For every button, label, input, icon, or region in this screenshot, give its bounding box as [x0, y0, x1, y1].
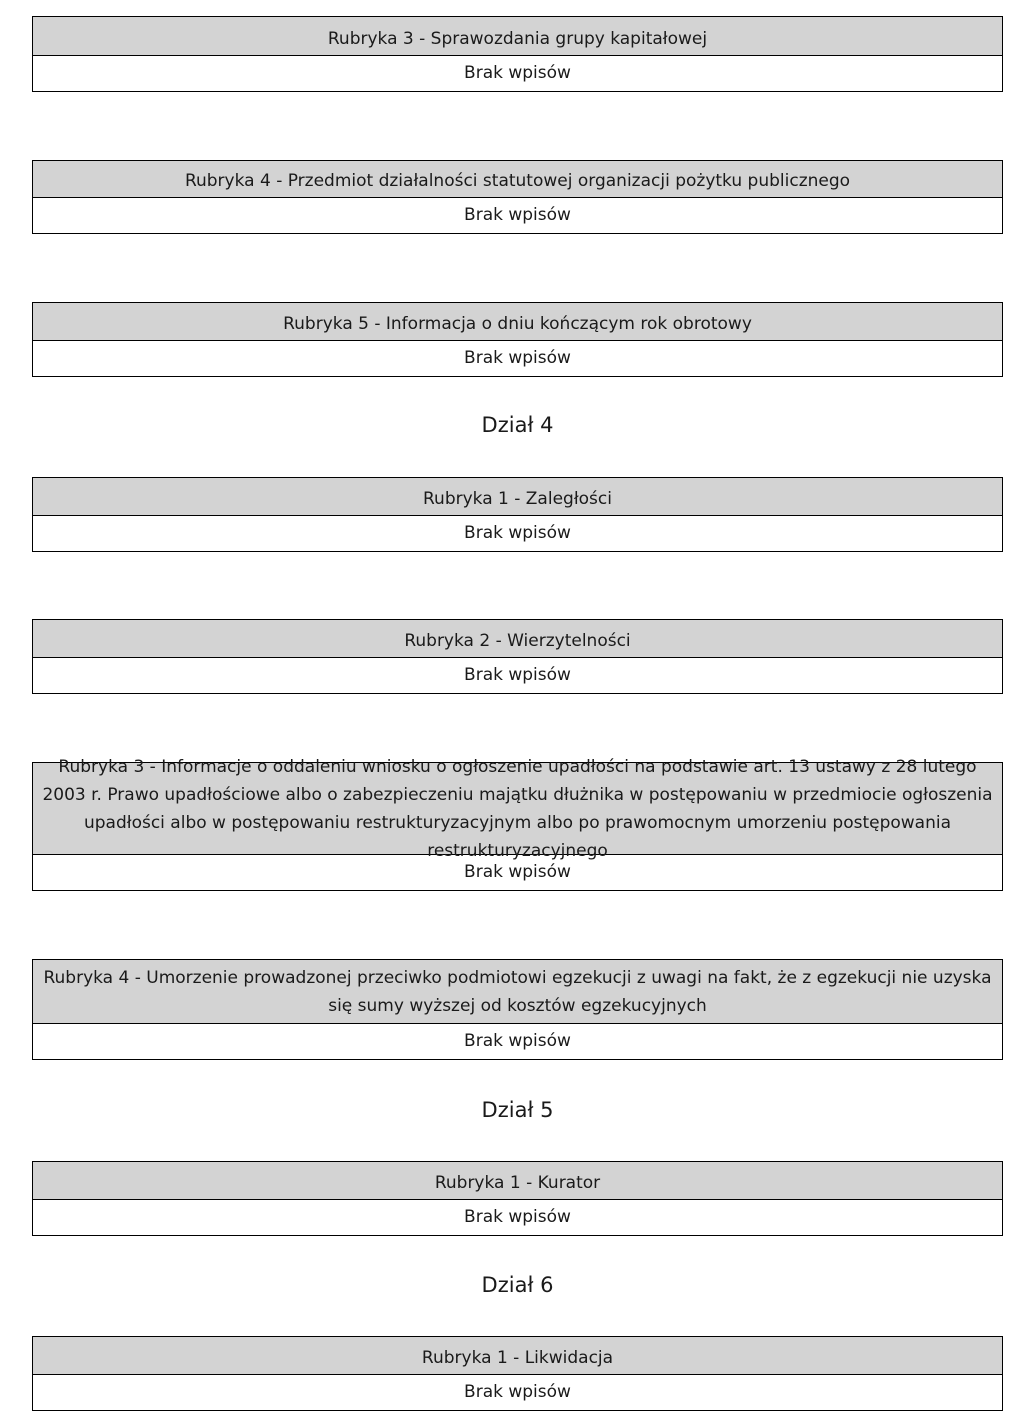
rubric-box [32, 302, 1003, 377]
rubric-box [32, 1336, 1003, 1411]
rubric-heading [33, 756, 1002, 861]
rubric-content: Brak wpisów [464, 205, 571, 225]
section-title: Dział 6 [481, 1273, 554, 1297]
rubric-heading-text: Rubryka 2 - Wierzytelności [404, 631, 631, 651]
rubric-box [32, 160, 1003, 234]
rubric-content: Brak wpisów [464, 1207, 571, 1227]
rubric-box [32, 16, 1003, 92]
rubric-box [32, 959, 1003, 1060]
rubric-content: Brak wpisów [464, 665, 571, 685]
rubric-heading [33, 1162, 1002, 1200]
rubric-heading [33, 161, 1002, 198]
rubric-heading [33, 1337, 1002, 1375]
rubric-heading [33, 478, 1002, 516]
rubric-heading [33, 620, 1002, 658]
section-title: Dział 4 [481, 413, 554, 437]
rubric-content: Brak wpisów [464, 1382, 571, 1402]
rubric-content: Brak wpisów [464, 1031, 571, 1051]
rubric-content: Brak wpisów [464, 348, 571, 368]
rubric-content: Brak wpisów [464, 63, 571, 83]
rubric-heading-text: Rubryka 1 - Likwidacja [421, 1348, 614, 1368]
rubric-heading-text: Rubryka 4 - Umorzenie prowadzonej przeciwko podmiotowi egzekucji z uwagi na fakt, że z egzekucji nie uzyska się sumy wyższej od kosztów egzekucyjnych [43, 967, 992, 1016]
rubric-box [32, 619, 1003, 694]
rubric-heading-text: Rubryka 3 - Sprawozdania grupy kapitałowej [327, 29, 708, 49]
rubric-heading [33, 17, 1002, 56]
rubric-box [32, 1161, 1003, 1236]
rubric-heading-text: Rubryka 3 - Informacje o oddaleniu wniosku o ogłoszenie upadłości na podstawie art. 13 ustawy z 28 lutego 2003 r. Prawo upadłościowe albo o zabezpieczeniu majątku dłużnika w postępowaniu w przedmiocie ogłoszenia upadłości albo w postępowaniu restrukturyzacyjnym albo po prawomocnym umorzeniu postępowania restrukturyzacyjnego [42, 756, 993, 861]
rubric-content: Brak wpisów [464, 523, 571, 543]
rubric-content: Brak wpisów [464, 862, 571, 882]
rubric-box [32, 756, 1003, 891]
rubric-heading [33, 960, 1002, 1024]
rubric-box [32, 477, 1003, 552]
section-title: Dział 5 [481, 1098, 554, 1122]
rubric-heading-text: Rubryka 5 - Informacja o dniu kończącym rok obrotowy [283, 314, 752, 334]
rubric-heading-text: Rubryka 4 - Przedmiot działalności statutowej organizacji pożytku publicznego [184, 171, 851, 191]
rubric-heading [33, 303, 1002, 341]
rubric-heading-text: Rubryka 1 - Kurator [434, 1173, 601, 1193]
rubric-heading-text: Rubryka 1 - Zaległości [423, 489, 612, 509]
